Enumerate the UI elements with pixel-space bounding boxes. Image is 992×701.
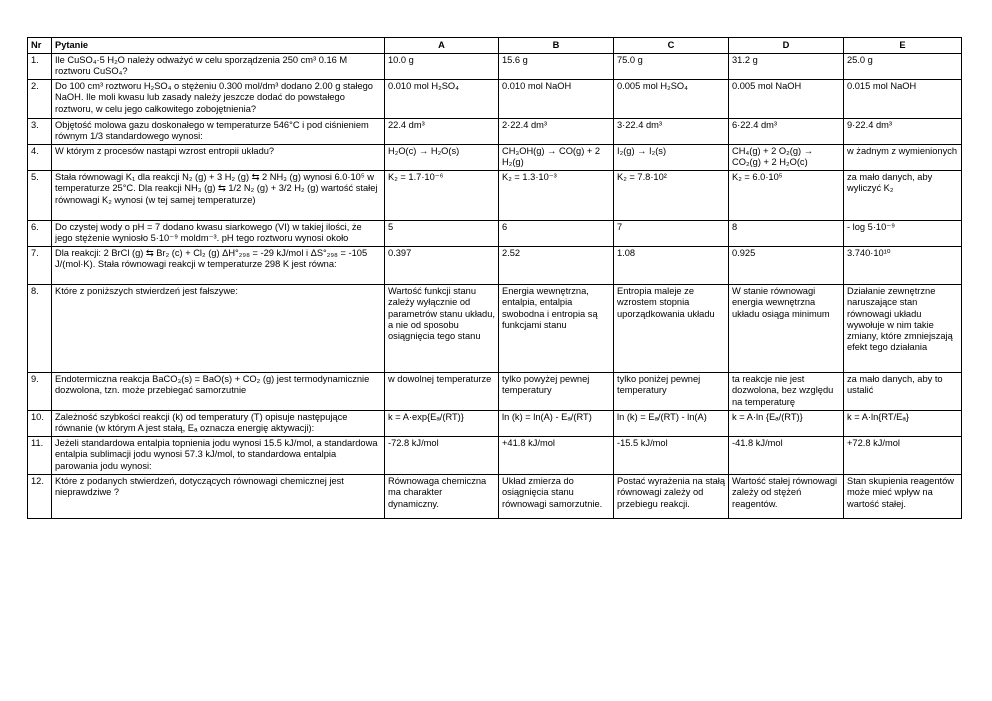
answer-d-cell: CH₄(g) + 2 O₂(g) → CO₂(g) + 2 H₂O(c): [729, 145, 844, 171]
answer-b-cell: +41.8 kJ/mol: [499, 437, 614, 475]
answer-e-cell: Stan skupienia reagentów może mieć wpływ na wartość stałej.: [844, 475, 962, 519]
answer-d-cell: ta reakcje nie jest dozwolona, bez względu na temperaturę: [729, 373, 844, 411]
question-cell: Objętość molowa gazu doskonałego w temperaturze 546°C i pod ciśnieniem równym 1/3 standardowego wynosi:: [52, 119, 385, 145]
answer-b-cell: 6: [499, 221, 614, 247]
answer-e-cell: w żadnym z wymienionych: [844, 145, 962, 171]
answer-c-cell: 7: [614, 221, 729, 247]
question-cell: W którym z procesów nastąpi wzrost entropii układu?: [52, 145, 385, 171]
answer-e-cell: 3.740·10¹⁰: [844, 247, 962, 285]
answer-c-cell: -15.5 kJ/mol: [614, 437, 729, 475]
question-cell: Do 100 cm³ roztworu H₂SO₄ o stężeniu 0.300 mol/dm³ dodano 2.00 g stałego NaOH. Ile moli kwasu lub zasady należy jeszcze dodać do powstałego roztworu, w celu jego całkowitego zobojętnienia?: [52, 80, 385, 119]
header-nr: Nr: [28, 38, 52, 54]
answer-c-cell: K₂ = 7.8·10²: [614, 171, 729, 221]
answer-a-cell: H₂O(c) → H₂O(s): [385, 145, 499, 171]
header-d: D: [729, 38, 844, 54]
answer-e-cell: +72.8 kJ/mol: [844, 437, 962, 475]
answer-c-cell: 75.0 g: [614, 54, 729, 80]
table-row: [28, 285, 962, 373]
answer-d-cell: -41.8 kJ/mol: [729, 437, 844, 475]
answer-e-cell: za mało danych, aby to ustalić: [844, 373, 962, 411]
answer-b-cell: ln (k) = ln(A) - Eₐ/(RT): [499, 411, 614, 437]
answer-d-cell: 6·22.4 dm³: [729, 119, 844, 145]
answer-d-cell: k = A·ln {Eₐ/(RT)}: [729, 411, 844, 437]
answer-c-cell: Postać wyrażenia na stałą równowagi zależy od przebiegu reakcji.: [614, 475, 729, 519]
question-cell: Dla reakcji: 2 BrCl (g) ⇆ Br₂ (c) + Cl₂ (g) ΔH°₂₉₈ = -29 kJ/mol i ΔS°₂₉₈ = -105 J/(mol·K). Stała równowagi reakcji w temperaturze 298 K jest równa:: [52, 247, 385, 285]
table-row: [28, 475, 962, 519]
answer-b-cell: CH₃OH(g) → CO(g) + 2 H₂(g): [499, 145, 614, 171]
answer-d-cell: 0.925: [729, 247, 844, 285]
table-row: [28, 411, 962, 437]
answer-b-cell: 0.010 mol NaOH: [499, 80, 614, 119]
answer-e-cell: 25.0 g: [844, 54, 962, 80]
question-cell: Które z podanych stwierdzeń, dotyczących równowagi chemicznej jest nieprawdziwe ?: [52, 475, 385, 519]
answer-a-cell: K₂ = 1.7·10⁻⁶: [385, 171, 499, 221]
row-number: 10.: [28, 411, 52, 437]
header-question: Pytanie: [52, 38, 385, 54]
quiz-body: [28, 54, 962, 519]
row-number: 7.: [28, 247, 52, 285]
answer-a-cell: k = A·exp{Eₐ/(RT)}: [385, 411, 499, 437]
answer-a-cell: 5: [385, 221, 499, 247]
question-cell: Stała równowagi K₁ dla reakcji N₂ (g) + 3 H₂ (g) ⇆ 2 NH₃ (g) wynosi 6.0·10⁵ w temperaturze 25°C. Dla reakcji NH₃ (g) ⇆ 1/2 N₂ (g) + 3/2 H₂ (g) wartość stałej równowagi K₂ wynosi (w tej samej temperaturze): [52, 171, 385, 221]
table-row: [28, 145, 962, 171]
row-number: 8.: [28, 285, 52, 373]
answer-b-cell: 2·22.4 dm³: [499, 119, 614, 145]
answer-e-cell: - log 5·10⁻⁹: [844, 221, 962, 247]
table-row: [28, 221, 962, 247]
answer-b-cell: Układ zmierza do osiągnięcia stanu równowagi samorzutnie.: [499, 475, 614, 519]
table-row: [28, 171, 962, 221]
quiz-table: [27, 37, 962, 519]
answer-d-cell: 0.005 mol NaOH: [729, 80, 844, 119]
answer-c-cell: ln (k) = Eₐ/(RT) - ln(A): [614, 411, 729, 437]
question-cell: Zależność szybkości reakcji (k) od temperatury (T) opisuje następujące równanie (w którym A jest stałą, Eₐ oznacza energię aktywacji):: [52, 411, 385, 437]
question-cell: Do czystej wody o pH = 7 dodano kwasu siarkowego (VI) w takiej ilości, że jego stężenie wyniosło 5·10⁻⁹ moldm⁻³. pH tego roztworu wynosi około: [52, 221, 385, 247]
answer-a-cell: 0.010 mol H₂SO₄: [385, 80, 499, 119]
row-number: 5.: [28, 171, 52, 221]
answer-c-cell: Entropia maleje ze wzrostem stopnia uporządkowania układu: [614, 285, 729, 373]
header-b: B: [499, 38, 614, 54]
question-cell: Ile CuSO₄·5 H₂O należy odważyć w celu sporządzenia 250 cm³ 0.16 M roztworu CuSO₄?: [52, 54, 385, 80]
answer-d-cell: 31.2 g: [729, 54, 844, 80]
answer-a-cell: 0.397: [385, 247, 499, 285]
answer-c-cell: 3·22.4 dm³: [614, 119, 729, 145]
table-row: [28, 54, 962, 80]
row-number: 9.: [28, 373, 52, 411]
row-number: 1.: [28, 54, 52, 80]
answer-b-cell: 15.6 g: [499, 54, 614, 80]
answer-d-cell: Wartość stałej równowagi zależy od stężeń reagentów.: [729, 475, 844, 519]
question-cell: Które z poniższych stwierdzeń jest fałszywe:: [52, 285, 385, 373]
answer-b-cell: Energia wewnętrzna, entalpia, entalpia swobodna i entropia są funkcjami stanu: [499, 285, 614, 373]
row-number: 12.: [28, 475, 52, 519]
table-row: [28, 437, 962, 475]
answer-a-cell: 10.0 g: [385, 54, 499, 80]
header-c: C: [614, 38, 729, 54]
answer-c-cell: I₂(g) → I₂(s): [614, 145, 729, 171]
header-e: E: [844, 38, 962, 54]
answer-c-cell: 1.08: [614, 247, 729, 285]
answer-e-cell: 0.015 mol NaOH: [844, 80, 962, 119]
table-row: [28, 247, 962, 285]
table-row: [28, 373, 962, 411]
answer-a-cell: Równowaga chemiczna ma charakter dynamiczny.: [385, 475, 499, 519]
answer-b-cell: K₂ = 1.3·10⁻³: [499, 171, 614, 221]
answer-d-cell: K₂ = 6.0·10⁵: [729, 171, 844, 221]
row-number: 2.: [28, 80, 52, 119]
answer-e-cell: 9·22.4 dm³: [844, 119, 962, 145]
question-cell: Endotermiczna reakcja BaCO₃(s) = BaO(s) + CO₂ (g) jest termodynamicznie dozwolona, tzn. może przebiegać samorzutnie: [52, 373, 385, 411]
table-row: [28, 119, 962, 145]
answer-a-cell: w dowolnej temperaturze: [385, 373, 499, 411]
row-number: 6.: [28, 221, 52, 247]
question-cell: Jeżeli standardowa entalpia topnienia jodu wynosi 15.5 kJ/mol, a standardowa entalpia sublimacji jodu wynosi 57.3 kJ/mol, to standardowa entalpia parowania jodu wynosi:: [52, 437, 385, 475]
answer-e-cell: Działanie zewnętrzne naruszające stan równowagi układu wywołuje w nim takie zmiany, które zmniejszają efekt tego działania: [844, 285, 962, 373]
answer-b-cell: 2.52: [499, 247, 614, 285]
answer-d-cell: W stanie równowagi energia wewnętrzna układu osiąga minimum: [729, 285, 844, 373]
header-a: A: [385, 38, 499, 54]
answer-a-cell: -72.8 kJ/mol: [385, 437, 499, 475]
table-row: [28, 80, 962, 119]
row-number: 11.: [28, 437, 52, 475]
answer-c-cell: tylko poniżej pewnej temperatury: [614, 373, 729, 411]
answer-a-cell: 22.4 dm³: [385, 119, 499, 145]
answer-a-cell: Wartość funkcji stanu zależy wyłącznie od parametrów stanu układu, a nie od sposobu osiągnięcia tego stanu: [385, 285, 499, 373]
answer-e-cell: za mało danych, aby wyliczyć K₂: [844, 171, 962, 221]
answer-d-cell: 8: [729, 221, 844, 247]
answer-b-cell: tylko powyżej pewnej temperatury: [499, 373, 614, 411]
header-row: [28, 38, 962, 54]
row-number: 4.: [28, 145, 52, 171]
row-number: 3.: [28, 119, 52, 145]
answer-c-cell: 0.005 mol H₂SO₄: [614, 80, 729, 119]
answer-e-cell: k = A·ln{RT/Eₐ}: [844, 411, 962, 437]
